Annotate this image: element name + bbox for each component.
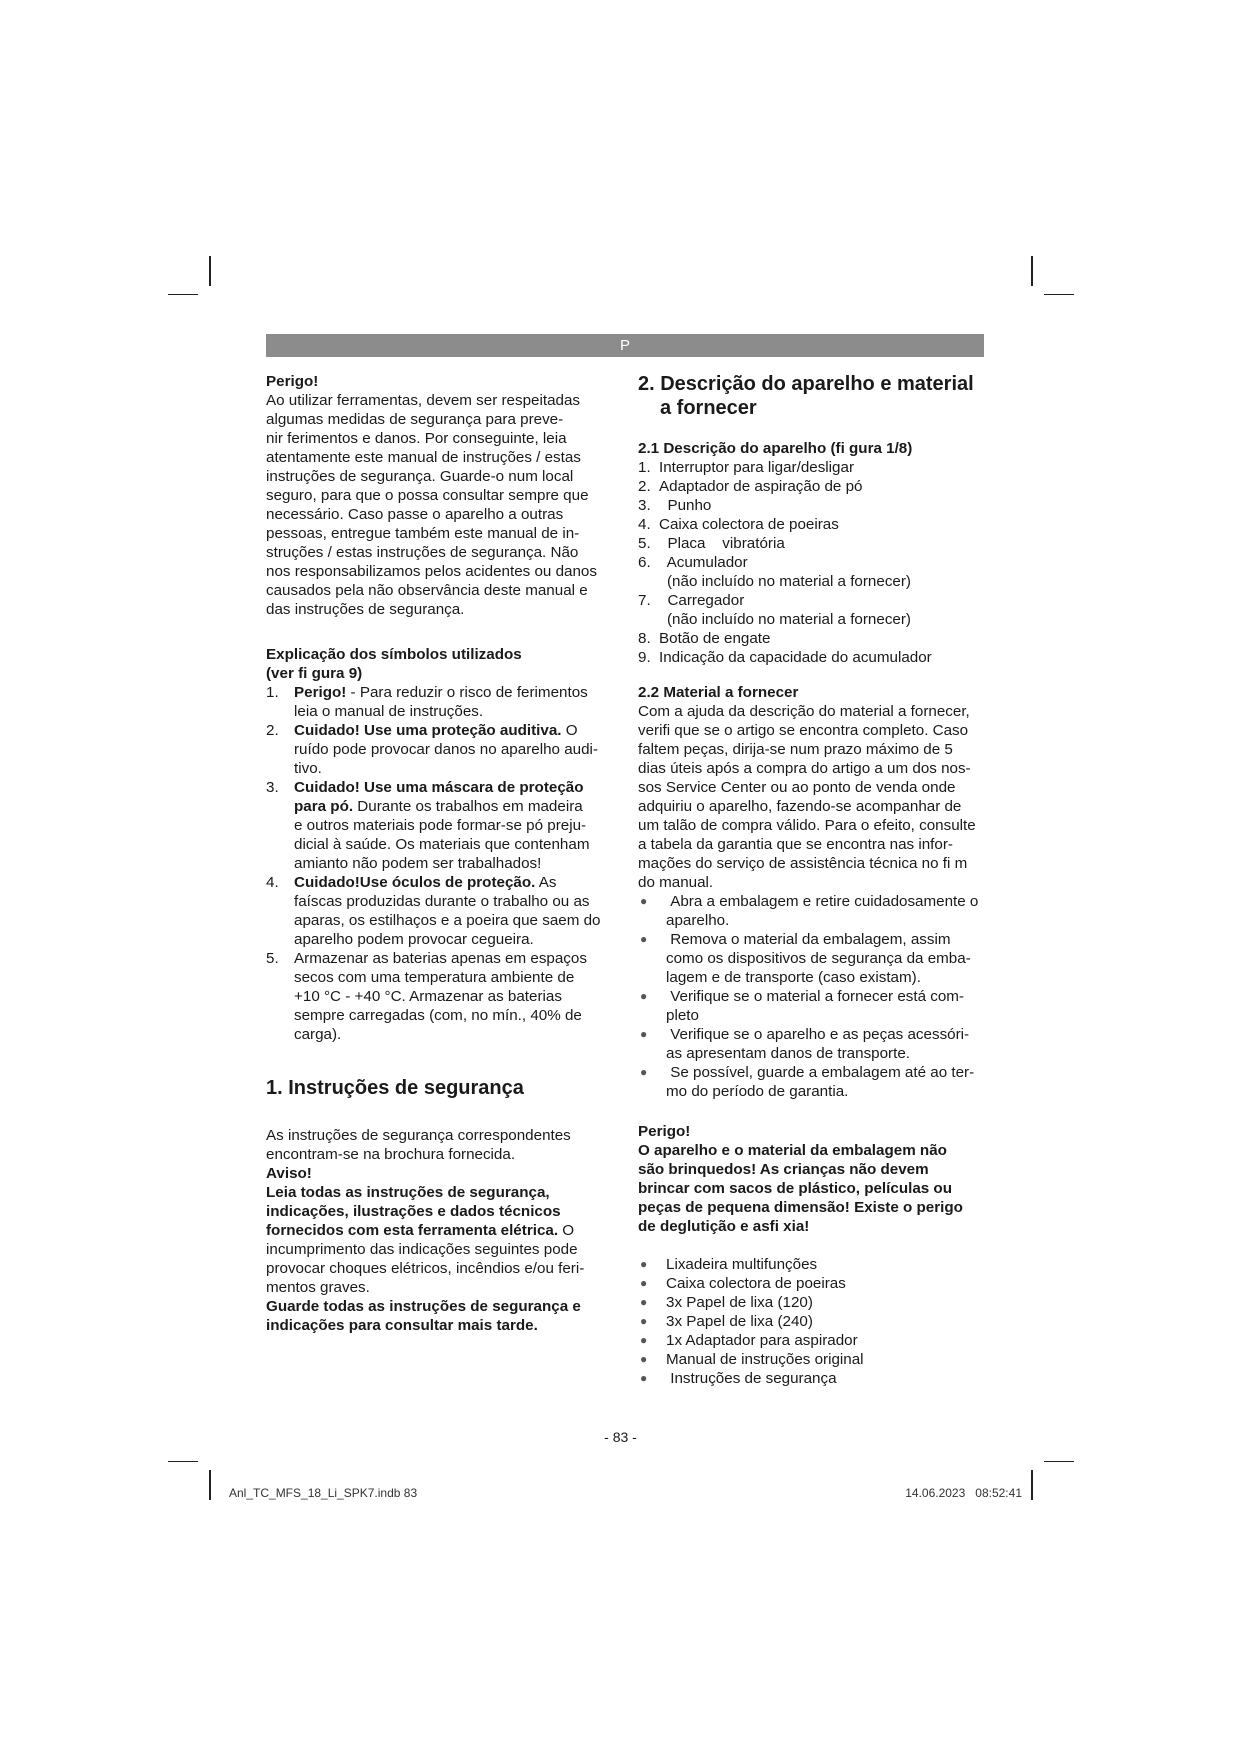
text-line: nos responsabilizamos pelos acidentes ou danos	[266, 563, 597, 580]
text-line: O aparelho e o material da embalagem não	[638, 1142, 947, 1159]
text-line: de deglutição e asfi xia!	[638, 1218, 810, 1235]
list-number: 3.	[638, 497, 651, 514]
text-line: incumprimento das indicações seguintes pode	[266, 1241, 578, 1258]
text-line: nir ferimentos e danos. Por conseguinte, leia	[266, 430, 567, 447]
list-item	[638, 534, 990, 553]
list-item-text: +10 °C - +40 °C. Armazenar as baterias	[294, 988, 562, 1005]
bullet-icon: ●	[640, 1065, 648, 1079]
text-line: adquiriu o aparelho, fazendo-se acompanhar de	[638, 798, 962, 815]
list-number: 2.	[266, 722, 279, 739]
footer-timestamp: 14.06.2023 08:52:41	[905, 1486, 1022, 1500]
text-line: As instruções de segurança correspondentes	[266, 1127, 571, 1144]
list-item-text: leia o manual de instruções.	[294, 703, 484, 720]
crop-mark	[1044, 294, 1074, 295]
part-label: Punho	[659, 497, 712, 514]
bullet-icon: ●	[640, 894, 648, 908]
list-item	[638, 1331, 990, 1350]
symbols-heading: Explicação dos símbolos utilizados	[266, 646, 522, 663]
list-item	[638, 1369, 990, 1388]
warning-title: Aviso!	[266, 1165, 312, 1182]
step-text: lagem e de transporte (caso existam).	[666, 969, 921, 986]
text-line: mentos graves.	[266, 1279, 370, 1296]
list-item	[638, 1293, 990, 1312]
symbols-heading-ref: (ver fi gura 9)	[266, 665, 363, 682]
step-text: aparelho.	[666, 912, 730, 929]
list-item-bold: Perigo!	[294, 684, 347, 701]
list-item-text: Armazenar as baterias apenas em espaços	[294, 950, 587, 967]
text-line: do manual.	[638, 874, 714, 891]
list-item-text: amianto não podem ser trabalhados!	[294, 855, 542, 872]
step-text: Verifique se o material a fornecer está com-	[670, 988, 964, 1005]
crop-mark	[168, 294, 198, 295]
list-item-bold: para pó.	[294, 798, 354, 815]
list-item-text: aparelho podem provocar cegueira.	[294, 931, 534, 948]
keep-instructions-line: Guarde todas as instruções de segurança e	[266, 1298, 581, 1315]
list-item	[638, 496, 990, 515]
part-label: Adaptador de aspiração de pó	[659, 478, 863, 495]
list-item-text: dicial à saúde. Os materiais que contenham	[294, 836, 590, 853]
crop-mark	[168, 1461, 198, 1462]
content-item: Manual de instruções original	[666, 1351, 864, 1368]
crop-mark	[1044, 1461, 1074, 1462]
list-number: 7.	[638, 592, 651, 609]
keep-instructions-line: indicações para consultar mais tarde.	[266, 1317, 538, 1334]
crop-mark	[209, 1470, 211, 1500]
list-item	[638, 1350, 990, 1369]
text-line: dias úteis após a compra do artigo a um dos nos-	[638, 760, 971, 777]
list-item-text: e outros materiais pode formar-se pó preju-	[294, 817, 587, 834]
right-column	[638, 372, 990, 1388]
step-text: mo do período de garantia.	[666, 1083, 849, 1100]
content-item: Lixadeira multifunções	[666, 1256, 818, 1273]
list-item-text: carga).	[294, 1026, 342, 1043]
footer-filename: Anl_TC_MFS_18_Li_SPK7.indb 83	[229, 1486, 418, 1500]
list-number: 5.	[638, 535, 651, 552]
subsection-2-1-heading: 2.1 Descrição do aparelho (fi gura 1/8)	[638, 440, 913, 457]
warning-bold-line: Leia todas as instruções de segurança,	[266, 1184, 550, 1201]
bullet-icon: ●	[640, 1257, 648, 1271]
text-line: Com a ajuda da descrição do material a fornecer,	[638, 703, 970, 720]
part-note: (não incluído no material a fornecer)	[667, 573, 911, 590]
text-line: sos Service Center ou ao ponto de venda onde	[638, 779, 956, 796]
bullet-icon: ●	[640, 1276, 648, 1290]
text-line: verifi que se o artigo se encontra completo. Caso	[638, 722, 969, 739]
list-item	[638, 477, 990, 496]
text-line: causados pela não observância deste manual e	[266, 582, 588, 599]
list-item-text: tivo.	[294, 760, 322, 777]
text-line: peças de pequena dimensão! Existe o perigo	[638, 1199, 963, 1216]
list-item	[266, 778, 616, 873]
list-item-text: secos com uma temperatura ambiente de	[294, 969, 575, 986]
part-label: Interruptor para ligar/desligar	[659, 459, 855, 476]
content-item: Instruções de segurança	[666, 1370, 837, 1387]
crop-mark	[209, 256, 211, 286]
content-item: 3x Papel de lixa (240)	[666, 1313, 813, 1330]
language-header-bar	[266, 334, 984, 357]
parts-list	[638, 458, 990, 667]
part-label: Indicação da capacidade do acumulador	[659, 649, 932, 666]
contents-list	[638, 1255, 990, 1388]
text-line: instruções de segurança. Guarde-o num local	[266, 468, 574, 485]
bullet-icon: ●	[640, 1295, 648, 1309]
part-label: Placa vibratória	[659, 535, 785, 552]
page-number: - 83 -	[604, 1429, 637, 1445]
content-item: 1x Adaptador para aspirador	[666, 1332, 858, 1349]
text-line: das instruções de segurança.	[266, 601, 465, 618]
list-item	[638, 892, 990, 930]
bullet-icon: ●	[640, 1371, 648, 1385]
text-line: Ao utilizar ferramentas, devem ser respeitadas	[266, 392, 581, 409]
step-text: Verifique se o aparelho e as peças acessóri-	[670, 1026, 970, 1043]
step-text: Se possível, guarde a embalagem até ao ter-	[670, 1064, 975, 1081]
list-item	[638, 1255, 990, 1274]
list-item	[638, 1063, 990, 1101]
text-line: seguro, para que o possa consultar sempre que	[266, 487, 589, 504]
text-line: algumas medidas de segurança para preve-	[266, 411, 564, 428]
bullet-icon: ●	[640, 932, 648, 946]
list-number: 5.	[266, 950, 279, 967]
list-item	[638, 515, 990, 534]
list-item	[638, 1312, 990, 1331]
list-item-text: As	[535, 874, 557, 891]
text-line: mações do serviço de assistência técnica no fi m	[638, 855, 968, 872]
text-line: pessoas, entregue também este manual de in-	[266, 525, 580, 542]
list-item	[638, 591, 990, 629]
text-line: necessário. Caso passe o aparelho a outras	[266, 506, 564, 523]
list-item	[266, 949, 616, 1044]
section-2-heading-cont: a fornecer	[660, 397, 757, 419]
list-item	[266, 683, 616, 721]
text-line: encontram-se na brochura fornecida.	[266, 1146, 516, 1163]
part-label: Carregador	[659, 592, 745, 609]
warning-bold-line: indicações, ilustrações e dados técnicos	[266, 1203, 561, 1220]
list-number: 3.	[266, 779, 279, 796]
danger-paragraph	[266, 391, 616, 619]
bullet-icon: ●	[640, 1314, 648, 1328]
list-number: 2.	[638, 478, 651, 495]
text-line: struções / estas instruções de segurança. Não	[266, 544, 579, 561]
supply-paragraph	[638, 702, 990, 892]
part-note: (não incluído no material a fornecer)	[667, 611, 911, 628]
text-line: faltem peças, dirija-se num prazo máximo de 5	[638, 741, 953, 758]
list-item	[638, 930, 990, 987]
section-1-heading: 1. Instruções de segurança	[266, 1077, 524, 1099]
step-text: Abra a embalagem e retire cuidadosamente o	[670, 893, 979, 910]
list-item-bold: Cuidado! Use uma proteção auditiva.	[294, 722, 562, 739]
list-item	[638, 629, 990, 648]
list-number: 6.	[638, 554, 651, 571]
unpacking-steps	[638, 892, 990, 1101]
step-text: como os dispositivos de segurança da emba-	[666, 950, 971, 967]
step-text: as apresentam danos de transporte.	[666, 1045, 910, 1062]
list-item	[638, 1025, 990, 1063]
part-label: Botão de engate	[659, 630, 771, 647]
list-number: 8.	[638, 630, 651, 647]
list-number: 4.	[638, 516, 651, 533]
content-item: 3x Papel de lixa (120)	[666, 1294, 813, 1311]
list-item	[638, 648, 990, 667]
text-line: brincar com sacos de plástico, películas ou	[638, 1180, 952, 1197]
bullet-icon: ●	[640, 1027, 648, 1041]
list-item-text: ruído pode provocar danos no aparelho audi-	[294, 741, 598, 758]
part-label: Caixa colectora de poeiras	[659, 516, 839, 533]
bullet-icon: ●	[640, 1333, 648, 1347]
list-item-bold: Cuidado!Use óculos de proteção.	[294, 874, 536, 891]
list-item-text: sempre carregadas (com, no mín., 40% de	[294, 1007, 582, 1024]
list-item	[638, 987, 990, 1025]
text-line: um talão de compra válido. Para o efeito, consulte	[638, 817, 976, 834]
text-line: atentamente este manual de instruções / estas	[266, 449, 581, 466]
text-line: O	[558, 1222, 575, 1239]
crop-mark	[1031, 256, 1033, 286]
warning-bold-line: fornecidos com esta ferramenta elétrica.	[266, 1222, 559, 1239]
step-text: Remova o material da embalagem, assim	[670, 931, 951, 948]
language-code: P	[619, 337, 630, 354]
list-item	[266, 721, 616, 778]
text-line: a tabela da garantia que se encontra nas infor-	[638, 836, 953, 853]
list-item-text: - Para reduzir o risco de ferimentos	[346, 684, 588, 701]
subsection-2-2-heading: 2.2 Material a fornecer	[638, 684, 799, 701]
list-number: 1.	[638, 459, 651, 476]
list-item	[638, 458, 990, 477]
list-item	[638, 553, 990, 591]
list-item	[266, 873, 616, 949]
list-number: 1.	[266, 684, 279, 701]
text-line: provocar choques elétricos, incêndios e/ou feri-	[266, 1260, 585, 1277]
list-item-text: Durante os trabalhos em madeira	[353, 798, 583, 815]
list-item-text: O	[561, 722, 578, 739]
list-item-text: faíscas produzidas durante o trabalho ou as	[294, 893, 590, 910]
danger-title: Perigo!	[266, 373, 319, 390]
left-column	[266, 372, 616, 1335]
list-item-bold: Cuidado! Use uma máscara de proteção	[294, 779, 584, 796]
list-number: 9.	[638, 649, 651, 666]
bullet-icon: ●	[640, 1352, 648, 1366]
content-item: Caixa colectora de poeiras	[666, 1275, 846, 1292]
danger-title-2: Perigo!	[638, 1123, 691, 1140]
crop-mark	[1031, 1470, 1033, 1500]
bullet-icon: ●	[640, 989, 648, 1003]
part-label: Acumulador	[659, 554, 748, 571]
list-item	[638, 1274, 990, 1293]
danger-paragraph-2	[638, 1141, 990, 1236]
symbols-list	[266, 683, 616, 1044]
section-2-heading: 2. Descrição do aparelho e material	[638, 373, 974, 395]
list-number: 4.	[266, 874, 279, 891]
text-line: são brinquedos! As crianças não devem	[638, 1161, 929, 1178]
list-item-text: aparas, os estilhaços e a poeira que saem do	[294, 912, 601, 929]
step-text: pleto	[666, 1007, 699, 1024]
